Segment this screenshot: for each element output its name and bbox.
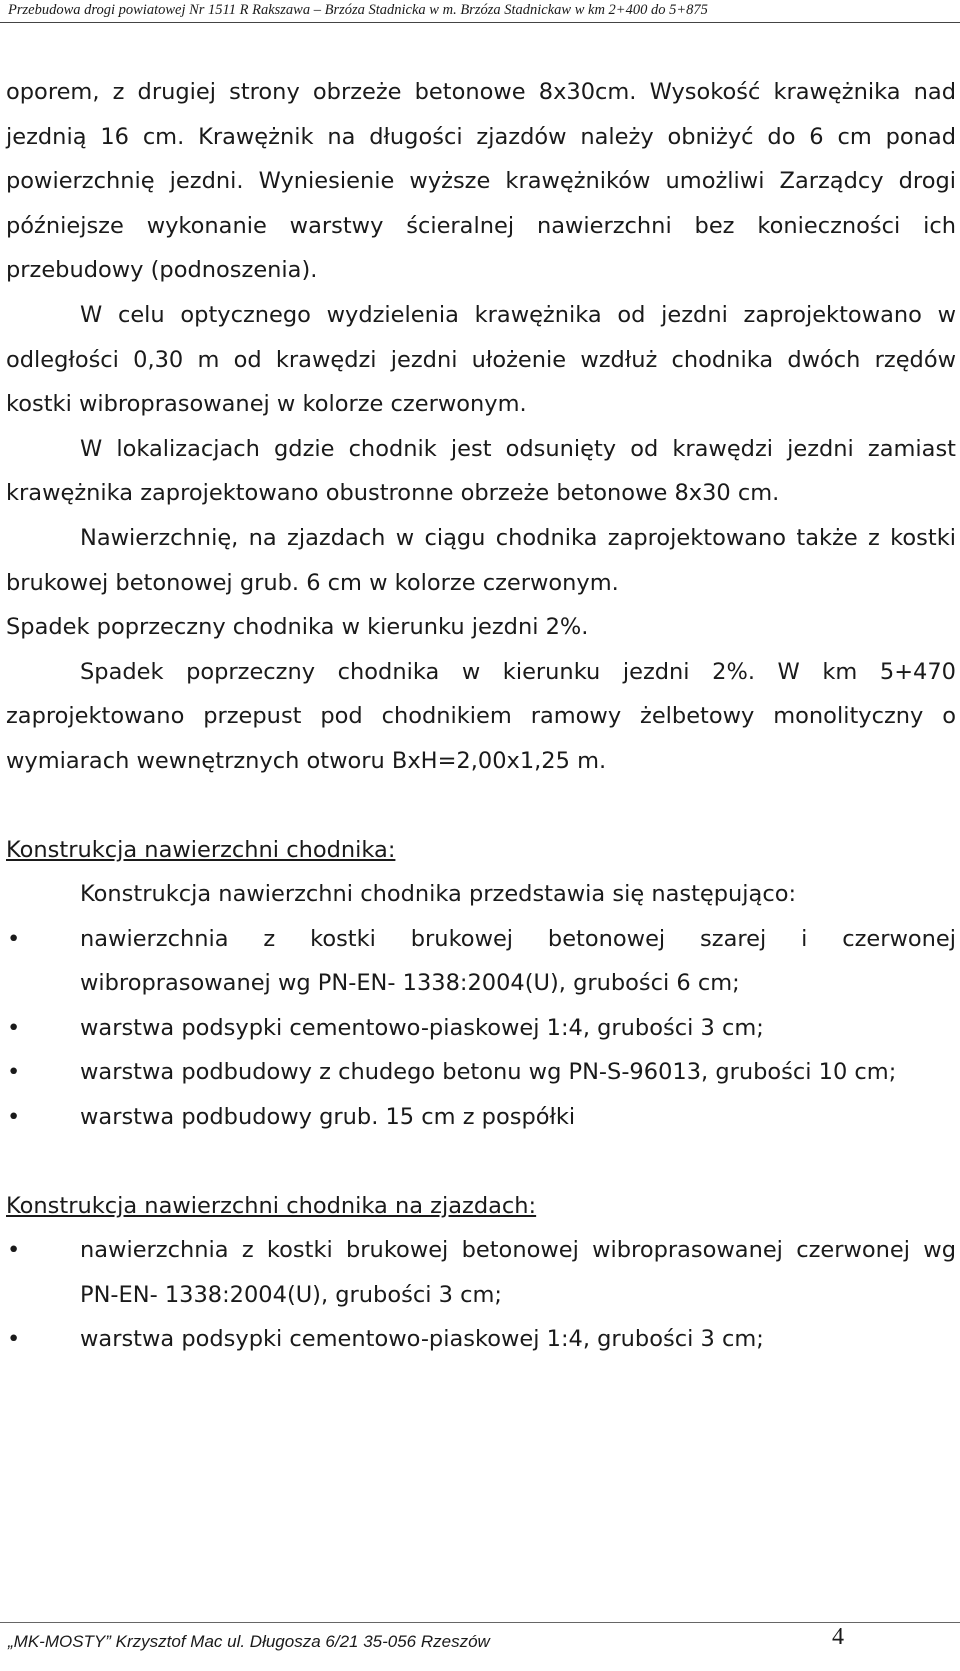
paragraph: Spadek poprzeczny chodnika w kierunku jezdni 2%. <box>6 614 589 641</box>
list-item <box>6 1228 956 1317</box>
header-text: Przebudowa drogi powiatowej Nr 1511 R Rakszawa – Brzóza Stadnicka w m. Brzóza Stadnickaw w km 2+400 do 5+875 <box>8 2 708 18</box>
paragraph: Nawierzchnię, na zjazdach w ciągu chodnika zaprojektowano także z kostki brukowej betonowej grub. 6 cm w kolorze czerwonym. <box>6 524 956 596</box>
bullet-list <box>6 1228 956 1362</box>
bullet-icon: • <box>7 1014 21 1041</box>
bullet-icon: • <box>7 1326 21 1353</box>
spacer <box>6 1140 956 1184</box>
list-item-text: warstwa podsypki cementowo-piaskowej 1:4, grubości 3 cm; <box>80 1014 764 1041</box>
document-body <box>6 70 956 1362</box>
page-number: 4 <box>832 1624 844 1650</box>
paragraph: oporem, z drugiej strony obrzeże betonowe 8x30cm. Wysokość krawężnika nad jezdnią 16 cm. Krawężnik na długości zjazdów należy obniżyć do 6 cm ponad powierzchnię jezdni. Wyniesienie wyższe krawężników umożliwi Zarządcy drogi późniejsze wykonanie warstwy ścieralnej nawierzchni bez konieczności ich przebudowy (podnoszenia). <box>6 79 956 284</box>
list-item <box>6 1317 956 1362</box>
list-item-text: warstwa podsypki cementowo-piaskowej 1:4, grubości 3 cm; <box>80 1326 764 1353</box>
page-header <box>8 2 952 19</box>
bullet-icon: • <box>7 1059 21 1086</box>
list-item <box>6 1095 956 1140</box>
list-item-text: nawierzchnia z kostki brukowej betonowej wibroprasowanej czerwonej wg PN-EN- 1338:2004(U), grubości 3 cm; <box>80 1237 956 1308</box>
paragraph: W lokalizacjach gdzie chodnik jest odsunięty od krawędzi jezdni zamiast krawężnika zaprojektowano obustronne obrzeże betonowe 8x30 cm. <box>6 435 956 507</box>
section-intro: Konstrukcja nawierzchni chodnika przedstawia się następująco: <box>80 881 797 908</box>
list-item <box>6 917 956 1006</box>
list-item-text: warstwa podbudowy z chudego betonu wg PN-S-96013, grubości 10 cm; <box>80 1059 897 1086</box>
list-item-text: warstwa podbudowy grub. 15 cm z pospółki <box>80 1104 576 1131</box>
section-heading: Konstrukcja nawierzchni chodnika: <box>6 836 396 863</box>
bullet-icon: • <box>7 1237 21 1264</box>
section-heading: Konstrukcja nawierzchni chodnika na zjazdach: <box>6 1192 537 1219</box>
spacer <box>6 784 956 828</box>
bullet-list <box>6 917 956 1140</box>
list-item <box>6 1006 956 1051</box>
paragraph: W celu optycznego wydzielenia krawężnika od jezdni zaprojektowano w odległości 0,30 m od krawędzi jezdni ułożenie wzdłuż chodnika dwóch rzędów kostki wibroprasowanej w kolorze czerwonym. <box>6 301 956 418</box>
bullet-icon: • <box>7 1104 21 1131</box>
list-item-text: nawierzchnia z kostki brukowej betonowej szarej i czerwonej wibroprasowanej wg PN-EN- 1338:2004(U), grubości 6 cm; <box>80 925 956 997</box>
header-divider <box>0 22 960 23</box>
footer-text: „MK-MOSTY” Krzysztof Mac ul. Długosza 6/21 35-056 Rzeszów <box>8 1632 490 1651</box>
paragraph: Spadek poprzeczny chodnika w kierunku jezdni 2%. W km 5+470 zaprojektowano przepust pod chodnikiem ramowy żelbetowy monolityczny o wymiarach wewnętrznych otworu BxH=2,00x1,25 m. <box>6 658 956 774</box>
footer-divider <box>0 1622 960 1623</box>
bullet-icon: • <box>7 925 21 952</box>
list-item <box>6 1050 956 1095</box>
page-footer <box>8 1632 830 1652</box>
